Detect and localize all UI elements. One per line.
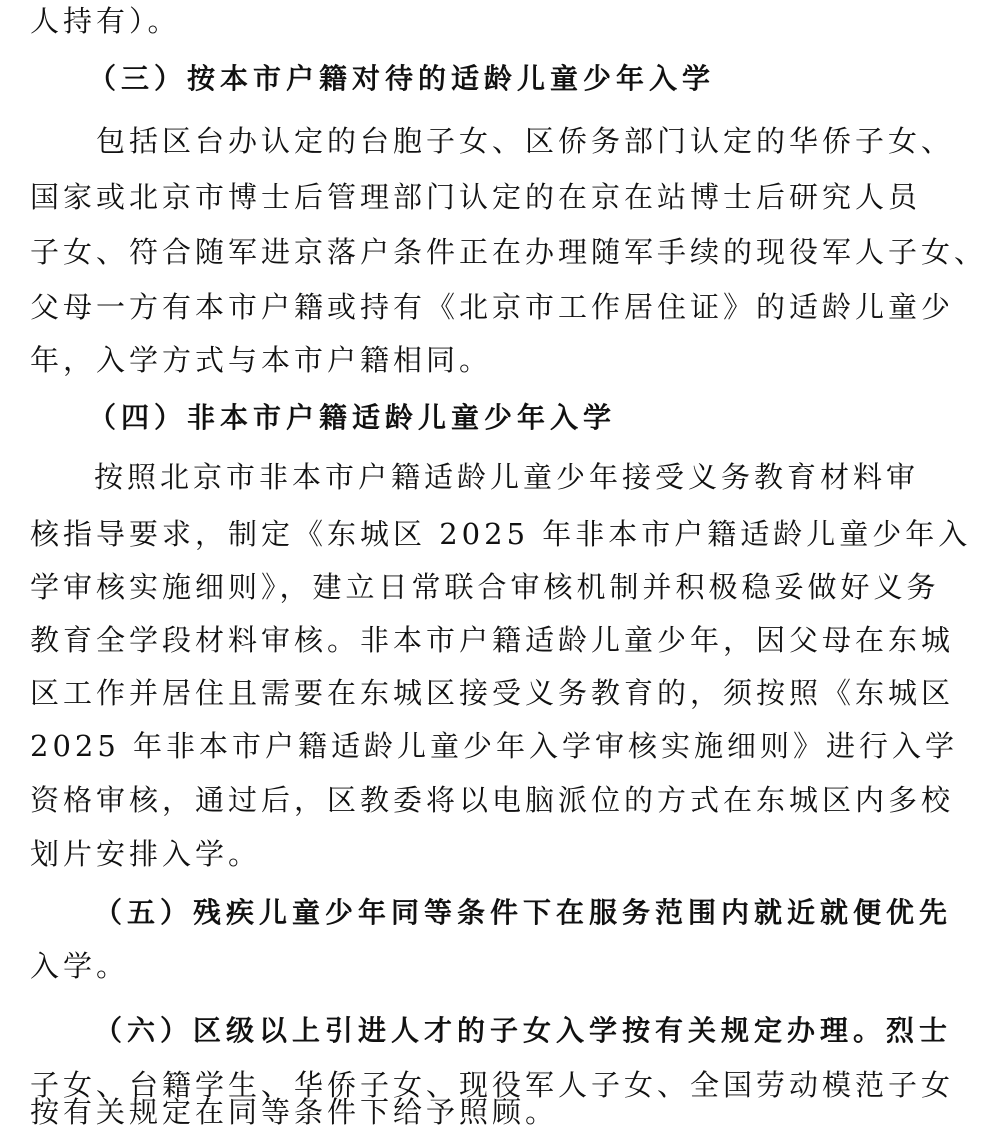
paragraph-3-line-1: 包括区台办认定的台胞子女、区侨务部门认定的华侨子女、 [96,124,955,158]
paragraph-3-line-2: 国家或北京市博士后管理部门认定的在京在站博士后研究人员 [30,180,922,214]
paragraph-3-line-5: 年，入学方式与本市户籍相同。 [30,343,493,377]
section-6-line-2: 子女、台籍学生、华侨子女、现役军人子女、全国劳动模范子女 [30,1068,955,1102]
paragraph-4-line-8: 划片安排入学。 [30,837,262,871]
paragraph-4-line-7: 资格审核，通过后，区教委将以电脑派位的方式在东城区内多校 [30,783,955,817]
paragraph-4-line-6: 2025 年非本市户籍适龄儿童少年入学审核实施细则》进行入学 [30,729,959,763]
paragraph-4-line-4: 教育全学段材料审核。非本市户籍适龄儿童少年，因父母在东城 [30,623,955,657]
paragraph-3-line-3: 子女、符合随军进京落户条件正在办理随军手续的现役军人子女、 [30,235,987,269]
section-5-line-2: 入学。 [30,949,130,983]
paragraph-4-line-5: 区工作并居住且需要在东城区接受义务教育的，须按照《东城区 [30,676,955,710]
paragraph-4-line-3: 学审核实施细则》，建立日常联合审核机制并积极稳妥做好义务 [30,570,940,604]
section-heading-3: （三）按本市户籍对待的适龄儿童少年入学 [88,62,716,95]
paragraph-3-line-4: 父母一方有本市户籍或持有《北京市工作居住证》的适龄儿童少 [30,290,955,324]
text-line-1: 人持有）。 [30,4,181,38]
section-heading-4: （四）非本市户籍适龄儿童少年入学 [88,401,617,434]
section-heading-6: （六）区级以上引进人才的子女入学按有关规定办理。烈士 [94,1014,953,1047]
paragraph-4-line-2: 核指导要求，制定《东城区 2025 年非本市户籍适龄儿童少年入 [30,517,972,551]
section-6-line-3: 按有关规定在同等条件下给予照顾。 [30,1095,559,1129]
paragraph-4-line-1: 按照北京市非本市户籍适龄儿童少年接受义务教育材料审 [94,460,920,494]
section-heading-5: （五）残疾儿童少年同等条件下在服务范围内就近就便优先 [94,896,953,929]
